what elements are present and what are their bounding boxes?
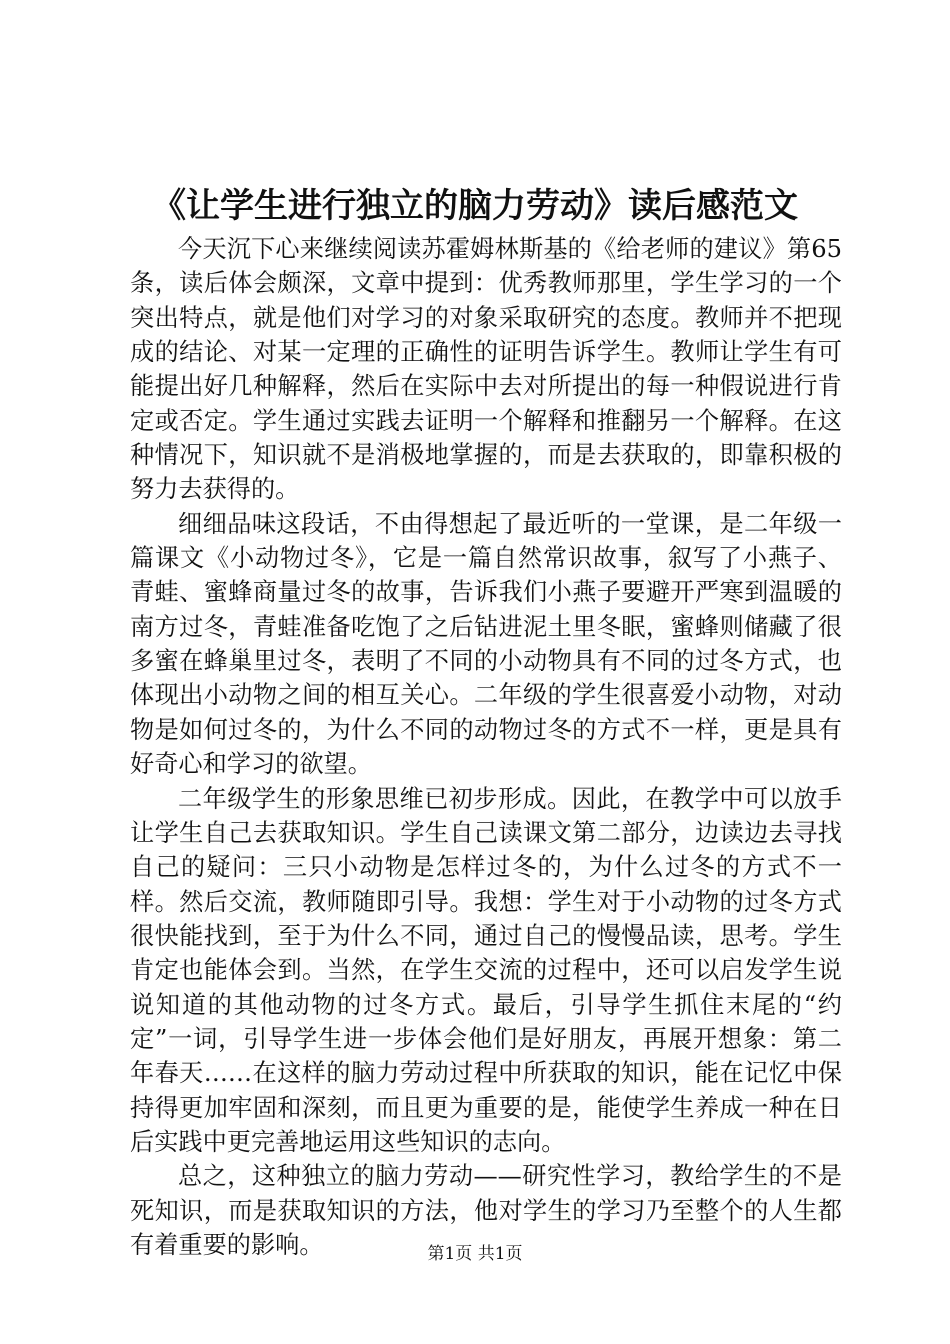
page-number-footer: 第1页 共1页 — [427, 1244, 523, 1264]
document-title: 《让学生进行独立的脑力劳动》读后感范文 — [152, 186, 798, 226]
paragraph-3: 二年级学生的形象思维已初步形成。因此，在教学中可以放手让学生自己去获取知识。学生自己读课文第二部分，边读边去寻找自己的疑问：三只小动物是怎样过冬的，为什么过冬的方式不一样。然后交流，教师随即引导。我想：学生对于小动物的过冬方式很快能找到，至于为什么不同，通过自己的慢慢品读，思考。学生肯定也能体会到。当然，在学生交流的过程中，还可以启发学生说说知道的其他动物的过冬方式。最后，引导学生抓住末尾的“约定”一词，引导学生进一步体会他们是好朋友，再展开想象：第二年春天……在这样的脑力劳动过程中所获取的知识，能在记忆中保持得更加牢固和深刻，而且更为重要的是，能使学生养成一种在日后实践中更完善地运用这些知识的志向。 — [130, 784, 842, 1156]
paragraph-1: 今天沉下心来继续阅读苏霍姆林斯基的《给老师的建议》第65条，读后体会颇深，文章中提到：优秀教师那里，学生学习的一个突出特点，就是他们对学习的对象采取研究的态度。教师并不把现成的结论、对某一定理的正确性的证明告诉学生。教师让学生有可能提出好几种解释，然后在实际中去对所提出的每一种假说进行肯定或否定。学生通过实践去证明一个解释和推翻另一个解释。在这种情况下，知识就不是消极地掌握的，而是去获取的，即靠积极的努力去获得的。 — [130, 235, 842, 504]
paragraph-2: 细细品味这段话，不由得想起了最近听的一堂课，是二年级一篇课文《小动物过冬》，它是一篇自然常识故事，叙写了小燕子、青蛙、蜜蜂商量过冬的故事，告诉我们小燕子要避开严寒到温暖的南方过冬，青蛙准备吃饱了之后钻进泥土里冬眠，蜜蜂则储藏了很多蜜在蜂巢里过冬，表明了不同的小动物具有不同的过冬方式，也体现出小动物之间的相互关心。二年级的学生很喜爱小动物，对动物是如何过冬的，为什么不同的动物过冬的方式不一样，更是具有好奇心和学习的欲望。 — [130, 509, 842, 779]
document-body — [130, 232, 842, 1262]
paragraph-4: 总之，这种独立的脑力劳动——研究性学习，教给学生的不是死知识，而是获取知识的方法，他对学生的学习乃至整个的人生都有着重要的影响。 — [130, 1162, 842, 1259]
